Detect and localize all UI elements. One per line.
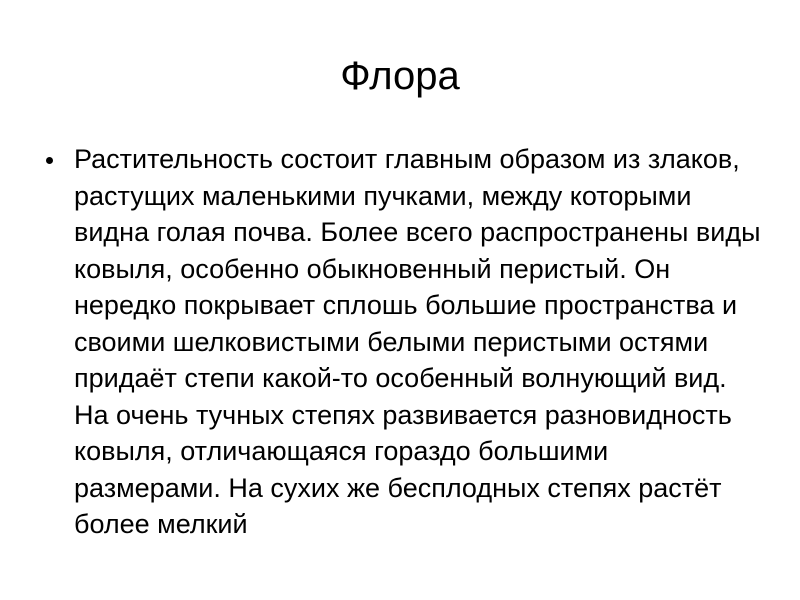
bullet-dot-icon (46, 157, 53, 164)
bullet-text: Растительность состоит главным образом из злаков, растущих маленькими пучками, между которыми видна голая почва. Более всего распространены виды ковыля, особенно обыкновенный перистый. Он нередко покрывает сплошь большие пространства и своими шелковистыми белыми перистыми остями придаёт степи какой-то особенный волнующий вид. На очень тучных степях развивается разновидность ковыля, отличающаяся гораздо большими размерами. На сухих же бесплодных степях растёт более мелкий (74, 144, 761, 539)
slide-title: Флора (340, 54, 460, 98)
bullet-list (40, 141, 762, 543)
bullet-item (40, 141, 762, 543)
